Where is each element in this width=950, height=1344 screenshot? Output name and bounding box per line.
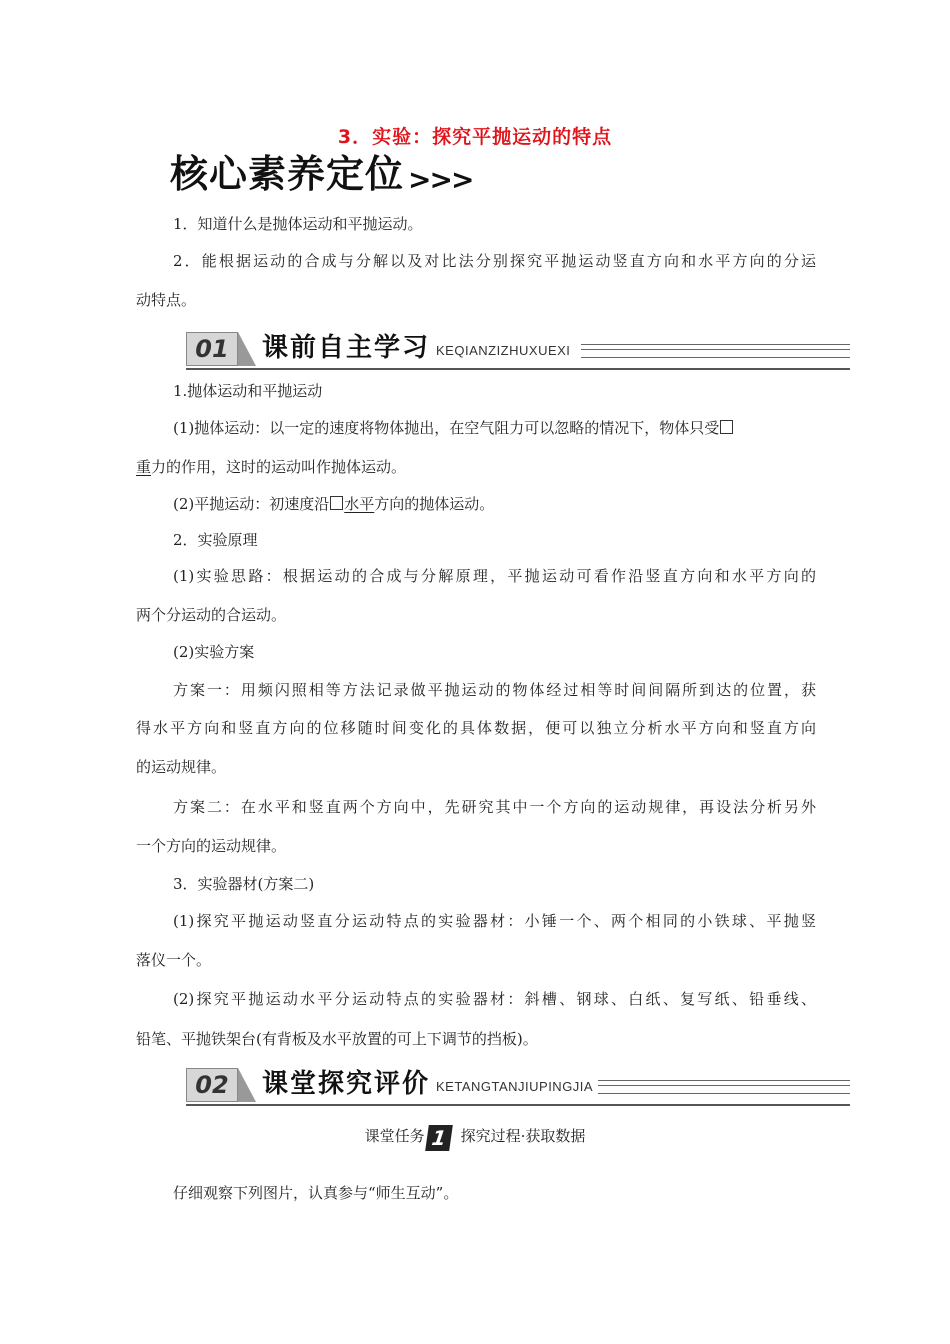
para-throw-motion — [173, 418, 816, 438]
heading-2: 2．实验原理 — [173, 531, 258, 549]
class-task-heading — [0, 1122, 950, 1151]
para-plan: (2)实验方案 — [173, 643, 255, 661]
para-text: (1)抛体运动：以一定的速度将物体抛出，在空气阻力可以忽略的情况下，物体只受 — [173, 419, 720, 437]
section-pinyin: KEQIANZIZHUXUEXI — [436, 343, 571, 358]
para-text: 力的作用，这时的运动叫作抛体运动。 — [151, 458, 407, 476]
para-plan-one-end: 的运动规律。 — [136, 758, 227, 776]
arrows-icon: >>> — [408, 163, 473, 196]
heading-3: 3．实验器材(方案二) — [173, 875, 315, 893]
para-plan-two-cont: 一个方向的运动规律。 — [136, 837, 287, 855]
section-header-02 — [186, 1066, 850, 1106]
para-idea: (1)实验思路：根据运动的合成与分解原理，平抛运动可看作沿竖直方向和水平方向的 — [173, 567, 816, 585]
section-title: 课堂探究评价 — [262, 1069, 431, 1099]
section-rule — [581, 344, 850, 358]
task-title: 探究过程·获取数据 — [460, 1127, 586, 1145]
para-text: (2)平抛运动：初速度沿 — [173, 495, 330, 513]
para-horizontal-throw — [173, 494, 816, 514]
core-item-2-cont: 动特点。 — [136, 291, 197, 309]
para-plan-one-cont: 得水平方向和竖直方向的位移随时间变化的具体数据，便可以独立分析水平方向和竖直方向 — [136, 719, 816, 737]
section-header-01 — [186, 330, 850, 370]
para-idea-cont: 两个分运动的合运动。 — [136, 606, 287, 624]
triangle-icon — [238, 1068, 256, 1102]
para-equip-vertical-cont: 落仪一个。 — [136, 951, 212, 969]
core-literacy-heading: 核心素养定位 — [170, 152, 405, 196]
section-number: 01 — [186, 332, 238, 366]
para-equip-vertical: (1)探究平抛运动竖直分运动特点的实验器材：小锤一个、两个相同的小铁球、平抛竖 — [173, 912, 816, 930]
triangle-icon — [238, 332, 256, 366]
core-item-1: 1．知道什么是抛体运动和平抛运动。 — [173, 215, 423, 233]
section-rule — [598, 1080, 850, 1094]
section-number: 02 — [186, 1068, 238, 1102]
blank-box-icon — [720, 420, 733, 434]
para-equip-horizontal: (2)探究平抛运动水平分运动特点的实验器材：斜槽、钢球、白纸、复写纸、铅垂线、 — [173, 990, 816, 1008]
task-label: 课堂任务 — [364, 1127, 425, 1145]
heading-1: 1.抛体运动和平抛运动 — [173, 382, 323, 400]
para-text: 方向的抛体运动。 — [374, 495, 495, 513]
section-underline — [186, 1104, 850, 1106]
blank-marker — [719, 419, 734, 437]
para-throw-motion-cont — [136, 457, 816, 477]
section-pinyin: KETANGTANJIUPINGJIA — [436, 1079, 594, 1094]
para-plan-one: 方案一：用频闪照相等方法记录做平抛运动的物体经过相等时间间隔所到达的位置，获 — [173, 681, 816, 699]
page-title: 3．实验：探究平抛运动的特点 — [337, 126, 613, 148]
closing-line: 仔细观察下列图片，认真参与“师生互动”。 — [173, 1184, 459, 1202]
para-plan-two: 方案二：在水平和竖直两个方向中，先研究其中一个方向的运动规律，再设法分析另外 — [173, 798, 816, 816]
para-equip-horizontal-cont: 铅笔、平抛铁架台(有背板及水平放置的可上下调节的挡板)。 — [136, 1030, 538, 1048]
answer-gravity: 重 — [136, 458, 152, 476]
task-number-badge: 1 — [425, 1125, 453, 1151]
blank-box-icon — [330, 496, 343, 510]
section-title: 课前自主学习 — [262, 333, 431, 363]
core-literacy-banner — [170, 150, 472, 198]
answer-horizontal: 水平 — [329, 495, 374, 513]
core-item-2: 2．能根据运动的合成与分解以及对比法分别探究平抛运动竖直方向和水平方向的分运 — [173, 252, 816, 270]
section-underline — [186, 368, 850, 370]
